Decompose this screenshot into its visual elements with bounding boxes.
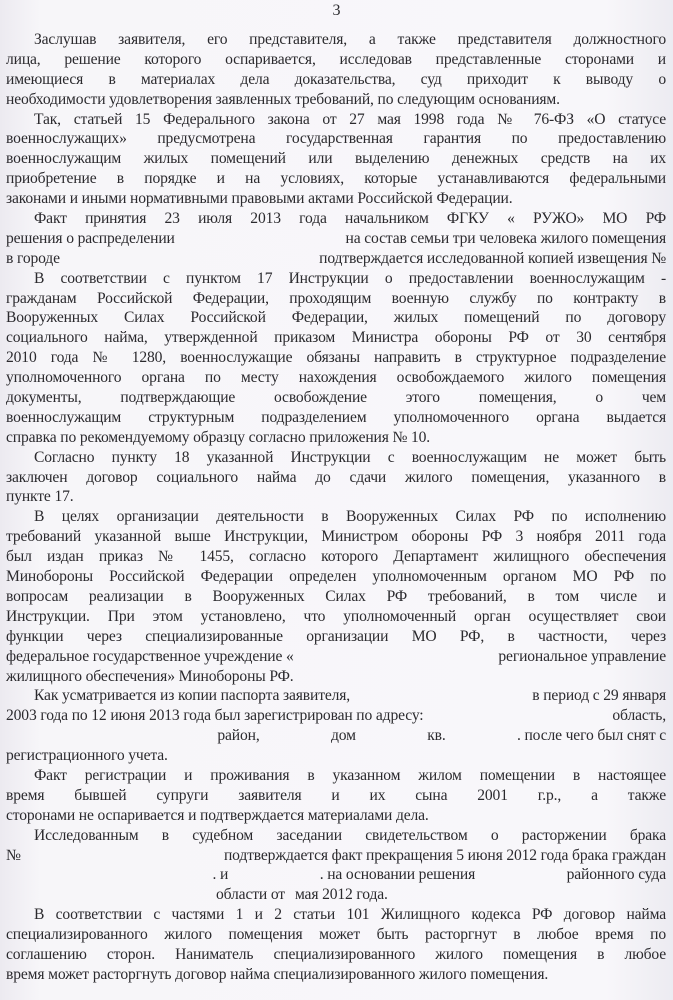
text-line: Заслушав заявителя, его представителя, а также представителя должностного — [34, 31, 666, 48]
text-line — [6, 846, 666, 866]
text-line: жилищного обеспечения» Минобороны РФ. — [6, 667, 294, 685]
text-line: законами и иными нормативными правовыми актами Российской Федерации. — [6, 190, 513, 208]
text-segment: Как усматривается из копии паспорта заявителя, — [34, 687, 351, 705]
text-segment: федеральное государственное учреждение « — [6, 647, 294, 665]
text-line — [6, 647, 666, 667]
text-segment: в городе — [6, 249, 60, 267]
text-line: Исследованным в судебном заседании свидетельством о расторжении брака — [34, 826, 666, 844]
paragraph — [6, 30, 666, 110]
text-segment: в период с 29 января — [532, 687, 666, 705]
text-line: социального найма, утвержденной приказом Министра обороны РФ от 30 сентября — [6, 329, 666, 347]
text-line: военнослужащим структурным подразделением уполномоченного органа выдается — [6, 408, 666, 426]
text-line: справка по рекомендуемому образцу согласно приложения № 10. — [6, 428, 431, 446]
text-line: уполномоченного органа по месту нахождения освобождаемого жилого помещения — [6, 369, 666, 387]
redacted-gap — [6, 865, 236, 885]
paragraph — [6, 905, 666, 985]
text-line: Факт принятия 23 июля 2013 года начальником ФГКУ « РУЖО» МО РФ — [34, 210, 666, 228]
text-segment: на состав семьи три человека жилого помещения — [345, 229, 666, 247]
text-line: 2010 года № 1280, военнослужащие обязаны направить в структурное подразделение — [6, 349, 666, 367]
text-line: пункте 17. — [6, 488, 74, 506]
text-line: функции через специализированные организации МО РФ, в частности, через — [6, 627, 666, 645]
text-segment: решения о распределении — [6, 229, 175, 247]
text-line: приобретение в порядке и на условиях, которые устанавливаются федеральными — [6, 170, 666, 188]
text-line: специализированного жилого помещения может быть расторгнут в любое время по — [6, 926, 666, 944]
text-line: В соответствии с частями 1 и 2 статьи 101 Жилищного кодекса РФ договор найма — [34, 906, 666, 924]
text-segment: дом — [330, 727, 356, 745]
text-line — [6, 249, 666, 269]
text-segment: . и — [212, 866, 229, 884]
redacted-gap — [6, 726, 146, 746]
text-line — [6, 885, 666, 905]
text-segment: районного суда — [566, 866, 666, 884]
text-line: требований указанной выше Инструкции, Министром обороны РФ 3 ноября 2011 года — [6, 528, 666, 546]
text-segment: . на основании решения — [319, 866, 476, 884]
text-line — [6, 686, 666, 706]
text-line: военнослужащим жилых помещений или выделению денежных средств на их — [6, 150, 666, 168]
text-line: документы, подтверждающие освобождение этого помещения, о чем — [6, 389, 666, 407]
paragraph — [6, 507, 666, 686]
text-line: время бывшей супруги заявителя и их сына 2001 г.р., а также — [6, 786, 666, 804]
text-line: регистрационного учета. — [6, 747, 168, 765]
text-segment: область, — [612, 707, 666, 725]
page-number: 3 — [332, 2, 341, 19]
text-segment: мая 2012 года. — [294, 886, 388, 904]
text-line: Согласно пункту 18 указанной Инструкции с военнослужащим не может быть — [34, 448, 666, 466]
text-line — [6, 726, 666, 746]
paragraph — [6, 110, 666, 209]
text-segment: подтверждается исследованной копией извещения № — [319, 249, 666, 267]
text-segment: район, — [217, 727, 260, 745]
text-line: В соответствии с пунктом 17 Инструкции о предоставлении военнослужащим - — [34, 269, 666, 287]
text-line: время может расторгнуть договор найма специализированного жилого помещения. — [6, 965, 549, 983]
text-segment: кв. — [427, 727, 446, 745]
text-segment: . после чего был снят с — [516, 727, 666, 745]
text-line: Вооруженных Силах Российской Федерации, жилых помещений по договору — [6, 309, 666, 327]
text-segment: области от — [216, 886, 285, 904]
paragraph — [6, 826, 666, 906]
text-line: Инструкции. При этом установлено, что уполномоченный орган осуществляет свои — [6, 607, 666, 625]
text-line: Факт регистрации и проживания в указанном жилом помещении в настоящее — [34, 766, 666, 784]
text-line — [6, 229, 666, 249]
text-line: гражданам Российской Федерации, проходящим военную службу по контракту в — [6, 289, 666, 307]
text-line: сторонами не оспаривается и подтверждается материалами дела. — [6, 806, 429, 824]
text-line: заключен договор социального найма до сдачи жилого помещения, указанного в — [6, 468, 666, 486]
text-line: В целях организации деятельности в Вооруженных Силах РФ по исполнению — [34, 508, 666, 526]
text-segment: региональное управление — [498, 647, 666, 665]
text-segment: подтверждается факт прекращения 5 июня 2012 года брака граждан — [223, 846, 666, 864]
text-line: вопросам реализации в Вооруженных Силах РФ требований, в том числе и — [6, 587, 666, 605]
text-line: Так, статьей 15 Федерального закона от 27 мая 1998 года № 76-ФЗ «О статусе — [34, 110, 666, 128]
document-body — [6, 30, 666, 985]
text-line — [6, 706, 666, 726]
text-line: соглашению сторон. Наниматель специализированного жилого помещения в любое — [6, 945, 666, 963]
text-segment: 2003 года по 12 июня 2013 года был зарегистрирован по адресу: — [6, 707, 424, 725]
text-line: необходимости удовлетворения заявленных требований, по следующим основаниям. — [6, 90, 560, 108]
text-line: имеющиеся в материалах дела доказательства, суд приходит к выводу о — [6, 70, 666, 88]
text-line: был издан приказ № 1455, согласно которого Департамент жилищного обеспечения — [6, 548, 666, 566]
paragraph — [6, 448, 666, 508]
text-segment: № — [6, 846, 21, 864]
paragraph — [6, 269, 666, 448]
text-line: военнослужащих» предусмотрена государственная гарантия по предоставлению — [6, 130, 666, 148]
paragraph — [6, 766, 666, 826]
paragraph — [6, 209, 666, 269]
text-line: лица, решение которого оспаривается, исследовав представленные сторонами и — [6, 50, 666, 68]
paragraph — [6, 686, 666, 766]
text-line — [6, 865, 666, 885]
text-line: Минобороны Российской Федерации определен уполномоченным органом МО РФ по — [6, 568, 666, 586]
